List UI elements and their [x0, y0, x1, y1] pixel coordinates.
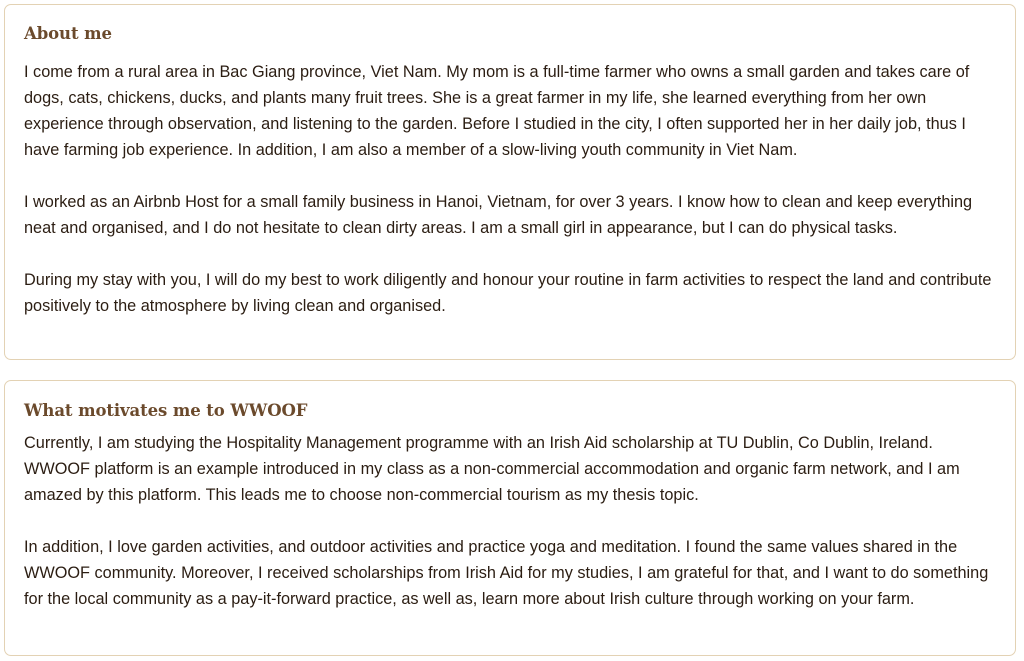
- about-me-paragraph: I come from a rural area in Bac Giang province, Viet Nam. My mom is a full-time farmer who owns a small garden and takes care of dogs, cats, chickens, ducks, and plants many fruit trees. She is a great farmer in my life, she learned everything from her own experience through observation, and listening to the garden. Before I studied in the city, I often supported her in her daily job, thus I have farming job experience. In addition, I am also a member of a slow-living youth community in Viet Nam.: [24, 63, 970, 159]
- about-me-body: [24, 59, 1001, 319]
- motivation-paragraph: Currently, I am studying the Hospitality Management programme with an Irish Aid scholarship at TU Dublin, Co Dublin, Ireland. WWOOF platform is an example introduced in my class as a non-commercial accommodation and organic farm network, and I am amazed by this platform. This leads me to choose non-commercial tourism as my thesis topic.: [24, 434, 960, 504]
- about-me-paragraph: I worked as an Airbnb Host for a small family business in Hanoi, Vietnam, for over 3 years. I know how to clean and keep everything neat and organised, and I do not hesitate to clean dirty areas. I am a small girl in appearance, but I can do physical tasks.: [24, 193, 973, 237]
- motivation-title: What motivates me to WWOOF: [24, 401, 308, 420]
- about-me-card: [4, 4, 1016, 360]
- motivation-card: [4, 380, 1016, 656]
- motivation-paragraph: In addition, I love garden activities, and outdoor activities and practice yoga and meditation. I found the same values shared in the WWOOF community. Moreover, I received scholarships from Irish Aid for my studies, I am grateful for that, and I want to do something for the local community as a pay-it-forward practice, as well as, learn more about Irish culture through working on your farm.: [24, 538, 989, 608]
- about-me-paragraph: During my stay with you, I will do my best to work diligently and honour your routine in farm activities to respect the land and contribute positively to the atmosphere by living clean and organised.: [24, 271, 992, 315]
- about-me-title: About me: [24, 24, 112, 43]
- motivation-body: [24, 430, 1001, 612]
